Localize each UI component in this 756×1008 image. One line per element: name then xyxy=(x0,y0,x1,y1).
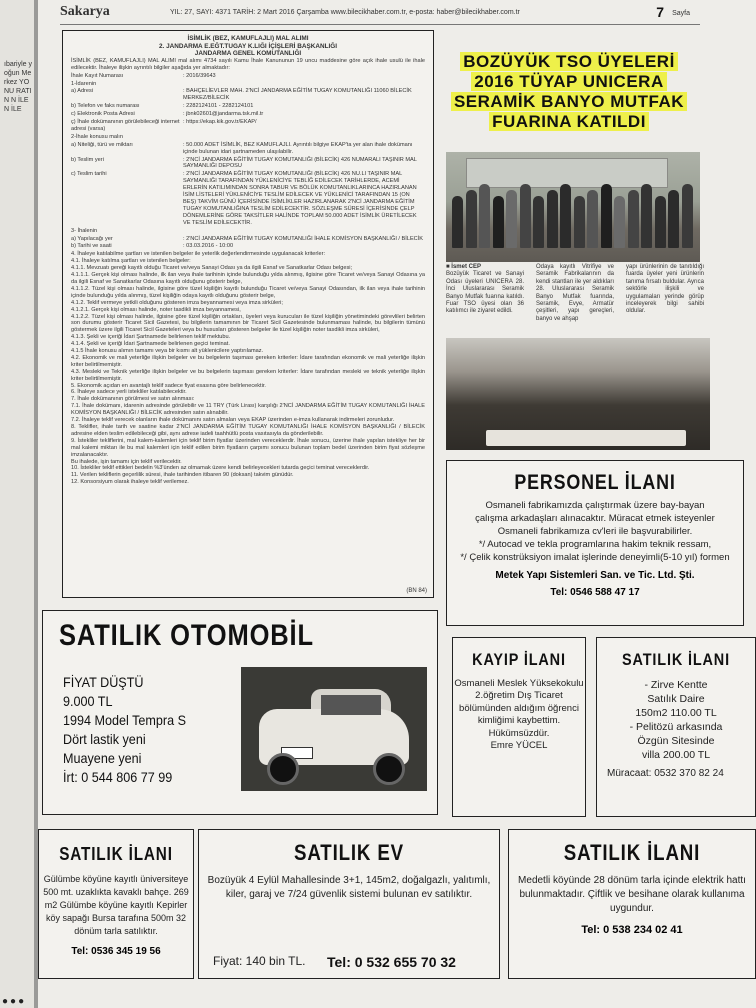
personel-line: Osmaneli fabrikamızda çalıştırmak üzere bay-bayan xyxy=(485,500,705,511)
notice-field-value: : 2'NCİ JANDARMA EĞİTİM TUGAY KOMUTANLIĞI (BİLECİK) 426 NUMARALI TAŞINIR MAL SAYMANLIĞI DEPOSU xyxy=(183,156,417,170)
person-figure xyxy=(520,184,531,248)
notice-paragraph: 4.1.1.1. Gerçek kişi olması halinde, ilk ilan veya ihale tarihinin içinde bulunduğu yılda alınmış, ilgisine göre Ticaret ve/veya Sanayi Odasına ya da ilgili Esnaf ve Sanatkarlar Odasına kayıtlı olduğunu gösterir belge, xyxy=(71,272,425,285)
adjacent-page-fragment xyxy=(0,0,34,1008)
group-photo xyxy=(446,152,700,262)
issue-info: YIL: 27, SAYI: 4371 TARİH: 2 Mart 2016 Çarşamba www.bilecikhaber.com.tr, e-posta: haber@bilecikhaber.com.tr xyxy=(170,9,520,16)
person-figure xyxy=(479,184,490,248)
notice-paragraph: 4. İhaleye katılabilme şartları ve istenilen belgeler ile yeterlik değerlendirmesinde uygulanacak kriterler: xyxy=(71,251,326,258)
car-ad-line: 9.000 TL xyxy=(63,693,113,709)
notice-paragraph: 10. İstekliler teklif ettikleri bedelin %3'ünden az olmamak üzere kendi belirleyecekleri tutarda geçici teminat vereceklerdir. xyxy=(71,465,370,472)
notice-paragraph: 4.1. İhaleye katılma şartları ve istenilen belgeler: xyxy=(71,258,191,265)
notice-field xyxy=(71,88,425,102)
notice-field xyxy=(71,134,425,141)
notice-field xyxy=(71,157,425,171)
page-word: Sayfa xyxy=(672,10,690,17)
notice-field xyxy=(71,171,425,226)
notice-title-line: 2. JANDARMA E.EĞT.TUGAY K.LIĞI İÇİŞLERİ BAŞKANLIĞI xyxy=(158,42,337,50)
notice-field-value: : BAHÇELİEVLER MAH. 2'NCİ JANDARMA EĞİTİM TUGAY KOMUTANLIĞI 11060 BİLECİK MERKEZ/BİLECİK xyxy=(183,88,412,102)
notice-paragraph: Bu ihalede, işin tamamı için teklif verilecektir. xyxy=(71,458,182,465)
personel-phone: Tel: 0546 588 47 17 xyxy=(550,587,640,598)
article-body xyxy=(446,264,708,340)
notice-paragraph: 7.2. İhaleye teklif verecek olanların ihale dokümanını satın almaları veya EKAP üzerinden e-imza kullanarak indirmeleri zorunludur. xyxy=(71,417,395,424)
apartment-ad-title: SATILIK İLANI xyxy=(622,650,730,669)
lost-notice-signature: Emre YÜCEL xyxy=(490,740,548,752)
personel-company: Metek Yapı Sistemleri San. ve Tic. Ltd. Şti. xyxy=(495,570,695,581)
notice-paragraph: 4.1.3. Şekli ve içeriği İdari Şartnamede belirlenen teklif mektubu. xyxy=(71,334,231,341)
notice-field xyxy=(71,228,425,235)
land-ad-medetli xyxy=(508,829,756,979)
notice-intro: İSİMLİK (BEZ, KAMUFLAJLI) MAL ALIMI mal alımı 4734 sayılı Kamu İhale Kanununun 19 uncu maddesine göre açık ihale usulü ile ihale edilecektir. İhaleye ilişkin ayrıntılı bilgiler aşağıda yer almaktadır: xyxy=(71,57,425,71)
car-ad-details xyxy=(63,673,186,787)
notice-field-label: b) Telefon ve faks numarası xyxy=(71,103,140,110)
notice-field-label: 3- İhalenin xyxy=(71,227,98,234)
car-ad-line: Dört lastik yeni xyxy=(63,731,146,747)
byline-name: İsmet CEP xyxy=(451,264,481,270)
lost-notice-title: KAYIP İLANI xyxy=(472,650,566,669)
apartment-ad-line: villa 200.00 TL xyxy=(641,749,711,761)
notice-field xyxy=(71,236,425,243)
page-dots: ●●● xyxy=(2,996,27,1007)
notice-fields xyxy=(71,73,425,251)
apartment-ad-line: Satılık Daire xyxy=(647,693,705,705)
headline-line: FUARINA KATILDI xyxy=(489,112,649,131)
person-figure xyxy=(560,184,571,248)
headline-line: SERAMİK BANYO MUTFAK xyxy=(451,92,687,111)
notice-paragraph: 4.2. Ekonomik ve mali yeterliğe ilişkin belgeler ve bu belgelerin taşıması gereken kriterler: İdare tarafından ekonomik ve mali yeterliğe ilişkin kriter belirtilmemiştir. xyxy=(71,354,425,368)
notice-paragraph: 7.1. İhale dokümanı, idarenin adresinde görülebilir ve 11 TRY (Türk Lirası) karşılığı 2'NCİ JANDARMA EĞİTİM TUGAY KOMUTANLIĞI İHALE KOMİSYON BAŞKANLIĞI / BİLECİK adresinden satın alınabilir. xyxy=(71,403,425,417)
headline-line: 2016 TÜYAP UNICERA xyxy=(471,72,666,91)
photo-table xyxy=(486,430,686,446)
car-ad-line: 1994 Model Tempra S xyxy=(63,712,187,728)
person-figure xyxy=(682,184,693,248)
notice-field xyxy=(71,81,425,88)
notice-field-value: : 2'NCİ JANDARMA EĞİTİM TUGAY KOMUTANLIĞI (BİLECİK) 426 NU.LI TAŞINIR MAL SAYMANLIĞI TARAFINDAN YÜKLENİCİYE TEBLİĞ EDİLECEK TARİHLERDE, ACEMİ ERLERİN KATILIMINDAN SONRA TABUR VE BÖLÜK KOMUTANLIKLARINCA HAZIRLANAN İSİM LİSTELERİ YÜKLENİCİYE TESLİM EDİLECEK VE YÜKLENİCİ TARAFINDAN 15 (ON BEŞ) TAKVİM GÜNÜ İÇERİSİNDE İSİMLİKLER HAZIRLANARAK 2'NCİ JANDARMA EĞİTİM TUGAY KOMUTANLIĞINA TESLİM EDİLECEKTİR. SÖZLEŞME SÜRESİ İÇERİSİNDE ÇELP DÖNEMLERİNE GÖRE TAKSİTLER HALİNDE TOPLAM 50.000 ADET İSİMLİK ÜRETİLECEK VE TESLİM EDİLECEKTİR. xyxy=(183,171,417,226)
person-figure xyxy=(452,196,463,248)
personel-line: çalışma arkadaşları alınacaktır. Müracat etmek isteyenler xyxy=(475,513,715,524)
adjacent-page-text: ıbariyle yoğun Merkez YONU RATIN N İLE N İLE xyxy=(4,61,33,113)
person-figure xyxy=(601,184,612,248)
notice-field-label: ç) İhale dokümanının görülebileceği internet adresi (varsa) xyxy=(71,119,180,132)
apartment-ad-line: Özgün Sitesinde xyxy=(637,735,715,747)
notice-field-value: : 2282124101 - 2282124101 xyxy=(183,103,254,110)
notice-paragraph: 12. Konsorsiyum olarak ihaleye teklif verilemez. xyxy=(71,479,189,486)
notice-paragraph: 4.1.1. Mevzuatı gereği kayıtlı olduğu Ticaret ve/veya Sanayi Odası ya da ilgili Esnaf ve Sanatkarlar Odası belgesi; xyxy=(71,265,353,272)
article-col-1-text: Bozüyük Ticaret ve Sanayi Odası üyeleri UNICERA 28. İnci Uluslararası Seramik Banyo Mutfak fuarına katıldı. Fuar TSO üyesi olan 36 katılımcı ile ziyaret edildi. xyxy=(446,271,524,315)
house-ad-body: Bozüyük 4 Eylül Mahallesinde 3+1, 145m2, doğalgazlı, yalıtımlı, kiler, garaj ve 7/24 güvenlik sistemi bulunan ev satılıktır. xyxy=(207,875,491,900)
apartment-ad-phone: Müracaat: 0532 370 82 24 xyxy=(607,768,724,779)
notice-paragraph: 4.1.2. Teklif vermeye yetkili olduğunu gösteren imza beyannamesi veya imza sirküleri; xyxy=(71,299,283,306)
person-figure xyxy=(587,190,598,248)
car-wheel xyxy=(373,753,405,785)
notice-field xyxy=(71,142,425,156)
person-figure xyxy=(614,196,625,248)
personel-line: */ Autocad ve tekla programlarına hakim teknik ressam, xyxy=(478,539,712,550)
notice-field-value: : 2'NCİ JANDARMA EĞİTİM TUGAY KOMUTANLIĞI İHALE KOMİSYON BAŞKANLIĞI / BİLECİK xyxy=(183,235,423,242)
person-figure xyxy=(533,196,544,248)
notice-field-value: : 03.03.2016 - 10:00 xyxy=(183,243,234,250)
land-ad-medetli-title: SATILIK İLANI xyxy=(563,840,701,865)
car-ad-line: Muayene yeni xyxy=(63,750,142,766)
car-photo xyxy=(241,667,427,791)
notice-paragraph: 11. Verilen tekliflerin geçerlilik süresi, ihale tarihinden itibaren 90 (doksan) takvim günüdür. xyxy=(71,472,294,479)
lost-notice-ad xyxy=(452,637,586,817)
article-headline xyxy=(446,52,692,132)
house-ad xyxy=(198,829,500,979)
notice-field-label: 2-İhale konusu malın xyxy=(71,133,123,140)
notice-field-label: a) Adresi xyxy=(71,88,94,95)
notice-field-value: : https://ekap.kik.gov.tr/EKAP/ xyxy=(183,119,257,126)
notice-paragraph: 4.3. Mesleki ve Teknik yeterliğe ilişkin belgeler ve bu belgelerin taşıması gereken kriterler: İdare tarafından mesleki ve teknik yeterliğe ilişkin kriter belirtilmemiştir. xyxy=(71,368,425,382)
car-wheel xyxy=(267,753,299,785)
personel-line: */ Çelik konstrüksiyon imalat işlerinde deneyimli(5-10 yıl) formen xyxy=(460,552,730,563)
land-ad-gulumbe-phone: Tel: 0536 345 19 56 xyxy=(71,946,161,957)
notice-field-label: a) Niteliği, türü ve miktarı xyxy=(71,141,133,148)
car-ad xyxy=(42,610,438,815)
notice-field-label: b) Tarihi ve saati xyxy=(71,243,112,250)
personel-line: Osmaneli fabrikamıza cv'leri ile başvurabilirler. xyxy=(497,526,693,537)
land-ad-gulumbe-title: SATILIK İLANI xyxy=(59,844,173,864)
apartment-ad-line: 150m2 110.00 TL xyxy=(635,707,717,719)
notice-code: (BN 84) xyxy=(406,588,427,595)
headline-line: BOZÜYÜK TSO ÜYELERİ xyxy=(460,52,678,71)
person-figure xyxy=(655,196,666,248)
notice-title xyxy=(71,35,425,58)
notice-paragraph: 4.1.5 İhale konusu alımın tamamı veya bir kısmı alt yüklenicilere yaptırılamaz. xyxy=(71,348,264,355)
apartment-ad xyxy=(596,637,756,817)
apartment-ad-line: - Zirve Kentte xyxy=(644,679,708,691)
article-col-1 xyxy=(446,264,524,316)
notice-field-value: : jbnk02601@jandarma.tsk.mil.tr xyxy=(183,111,264,118)
notice-paragraphs xyxy=(71,251,425,486)
notice-field xyxy=(71,103,425,110)
notice-title-line: İSİMLİK (BEZ, KAMUFLAJLI) MAL ALIMI xyxy=(187,35,309,42)
notice-field xyxy=(71,243,425,250)
notice-field-label: c) Elektronik Posta Adresi xyxy=(71,111,135,118)
notice-paragraph: 4.1.2.2. Tüzel kişi olması halinde, ilgisine göre tüzel kişiliğin ortakları, üyeleri veya kurucuları ile tüzel kişiliğin yönetimindeki görevlileri belirten son durumu gösterir Ticaret Sicil Gazetesi, bu bilgilerin tamamının bir Ticaret Sicil Gazetesinde bulunmaması halinde, bu bilgilerin tümünü göstermek üzere ilgili Ticaret Sicil Gazeteleri veya bu hususları gösteren belgeler ile tüzel kişiliğin noter tasdikli imza sirküleri, xyxy=(71,313,425,334)
personel-ad xyxy=(446,460,744,626)
person-figure xyxy=(493,196,504,248)
article-col-3: yapı ürünlerinin de tanıtıldığı fuarda üyeler yeni ürünlerin tanıma fırsatı buldular. Ayrıca sektörle ilişkili ve uygulamaları yerinde görüp inceleyerek bilgi sahibi oldular. xyxy=(626,264,704,315)
house-ad-title: SATILIK EV xyxy=(294,840,404,865)
apartment-ad-body xyxy=(597,678,755,762)
land-ad-medetli-phone: Tel: 0 538 234 02 41 xyxy=(581,924,683,936)
notice-paragraph: 4.1.1.2. Tüzel kişi olması halinde, ilgisine göre tüzel kişiliğin kayıtlı bulunduğu Ticaret ve/veya Sanayi Odasından, ilk ilan veya ihale tarihinin içinde bulunduğu yılda alınmış, tüzel kişiliğin odaya kayıtlı olduğunu gösterir belge, xyxy=(71,285,425,299)
land-ad-medetli-body: Medetli köyünde 28 dönüm tarla içinde elektrik hattı bulunmaktadır. Çiftlik ve besihane olarak kullanıma uygundur. xyxy=(518,875,746,914)
dinner-photo xyxy=(446,338,710,450)
car-ad-title: SATILIK OTOMOBİL xyxy=(59,619,314,652)
notice-paragraph: 7. İhale dokümanının görülmesi ve satın alınması: xyxy=(71,396,195,403)
notice-paragraph: 9. İstekliler tekliflerini, mal kalem-kalemleri için teklif birim fiyatlar üzerinden vereceklerdir. İhale sonucu, üzerine ihale yapılan istekliye her bir mal kalemi miktarı ile bu mal kalemleri için teklif edilen birim fiyatların çarpımı sonucu bulunan toplam bedel üzerinden birim fiyat sözleşme imzalanacaktır. xyxy=(71,437,425,458)
notice-paragraph: 8. Teklifler, ihale tarih ve saatine kadar 2'NCİ JANDARMA EĞİTİM TUGAY KOMUTANLIĞI İHALE KOMİSYON BAŞKANLIĞI / BİLECİK adresine elden teslim edilebileceği gibi, aynı adrese iadeli taahhütlü posta vasıtasıyla da gönderilebilir. xyxy=(71,424,425,437)
person-figure xyxy=(668,190,679,248)
newspaper-logo: Sakarya xyxy=(60,4,110,19)
person-figure xyxy=(641,184,652,248)
notice-paragraph: 6. İhaleye sadece yerli istekliler katılabilecektir. xyxy=(71,389,187,396)
notice-field-label: 1-İdarenin xyxy=(71,80,97,87)
notice-field-label: a) Yapılacağı yer xyxy=(71,235,113,242)
person-figure xyxy=(628,190,639,248)
house-ad-phone: Tel: 0 532 655 70 32 xyxy=(327,954,456,970)
notice-field-label: b) Teslim yeri xyxy=(71,156,104,163)
land-ad-gulumbe xyxy=(38,829,194,979)
person-figure xyxy=(574,196,585,248)
notice-paragraph: 5. Ekonomik açıdan en avantajlı teklif sadece fiyat esasına göre belirlenecektir. xyxy=(71,382,266,389)
notice-field xyxy=(71,73,425,80)
personel-title: PERSONEL İLANI xyxy=(514,471,676,494)
notice-title-line: JANDARMA GENEL KOMUTANLIĞI xyxy=(194,50,302,58)
page-number: 7 xyxy=(656,4,664,20)
notice-field xyxy=(71,111,425,118)
lost-notice-body: Osmaneli Meslek Yüksekokulu 2.öğretim Dış Ticaret bölümünden aldığım öğrenci kimliğimi kaybettim. Hükümsüzdür. xyxy=(454,678,584,739)
notice-field-label: İhale Kayıt Numarası xyxy=(71,72,124,79)
page-header xyxy=(60,4,700,25)
notice-paragraph: 4.1.2.1. Gerçek kişi olması halinde, noter tasdikli imza beyannamesi, xyxy=(71,306,241,313)
land-ad-gulumbe-body: Gülümbe köyüne kayıtlı üniversiteye 500 mt. uzaklıkta kavaklı bahçe. 269 m2 Gülümbe köyüne kayıtlı Kepirler köy sapağı Bursa tarafına 500m 32 dönüm tarla satılıktır. xyxy=(43,874,189,936)
house-ad-price: Fiyat: 140 bin TL. xyxy=(213,954,306,968)
tender-notice xyxy=(62,30,434,598)
notice-field xyxy=(71,119,425,133)
notice-field-value: : 2016/39643 xyxy=(183,72,216,79)
notice-field-label: c) Teslim tarihi xyxy=(71,171,107,178)
car-ad-line: İrt: 0 544 806 77 99 xyxy=(63,769,173,785)
car-ad-line: FİYAT DÜŞTÜ xyxy=(63,674,144,690)
article-byline: ■ İsmet CEP xyxy=(446,264,481,270)
person-figure xyxy=(466,190,477,248)
car-window xyxy=(321,695,381,715)
person-figure xyxy=(547,190,558,248)
person-figure xyxy=(506,190,517,248)
notice-field-value: : 50.000 ADET İSİMLİK, BEZ KAMUFLAJLI. Ayrıntılı bilgiye EKAP'ta yer alan ihale dokümanı içinde bulunan idari şartnameden ulaşılabilir. xyxy=(183,141,413,155)
article-col-2: Odaya kayıtlı Vitrifiye ve Seramik Fabrikalarının da kendi stantları ile yer aldıkları 28. Uluslararası Seramik Banyo Mutfak fuarında, Seramik, Evye, Armatür çeşitleri, yapı gereçleri, banyo ve ahşap xyxy=(536,264,614,322)
notice-paragraph: 4.1.4. Şekli ve içeriği İdari Şartnamede belirlenen geçici teminat. xyxy=(71,341,230,348)
personel-body xyxy=(447,499,743,564)
apartment-ad-line: - Pelitözü arkasında xyxy=(629,721,723,733)
